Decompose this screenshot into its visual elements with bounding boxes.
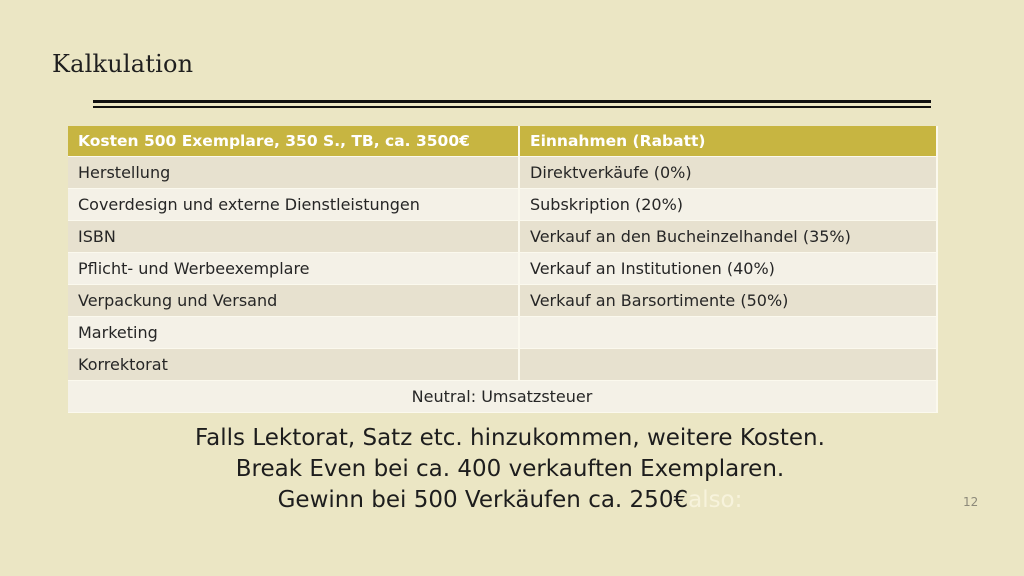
table-row bbox=[68, 253, 937, 285]
faint-text: also: bbox=[688, 487, 743, 513]
page-number: 12 bbox=[963, 495, 979, 509]
cost-cell: Korrektorat bbox=[68, 349, 519, 381]
income-cell: Verkauf an den Bucheinzelhandel (35%) bbox=[519, 221, 937, 253]
title-underline-top bbox=[93, 100, 931, 103]
slide-title: Kalkulation bbox=[52, 50, 194, 78]
income-cell: Subskription (20%) bbox=[519, 189, 937, 221]
income-cell: Verkauf an Barsortimente (50%) bbox=[519, 285, 937, 317]
table-row bbox=[68, 157, 937, 189]
table-row bbox=[68, 349, 937, 381]
cost-cell: Herstellung bbox=[68, 157, 519, 189]
table-footer-row bbox=[68, 381, 937, 413]
title-underline-bottom bbox=[93, 106, 931, 108]
cost-cell: Verpackung und Versand bbox=[68, 285, 519, 317]
neutral-tax-note: Neutral: Umsatzsteuer bbox=[68, 381, 937, 413]
header-costs: Kosten 500 Exemplare, 350 S., TB, ca. 3500€ bbox=[68, 126, 519, 157]
note-line-1: Falls Lektorat, Satz etc. hinzukommen, weitere Kosten. bbox=[195, 425, 825, 451]
table-row bbox=[68, 285, 937, 317]
note-line-3 bbox=[100, 485, 920, 516]
summary-notes bbox=[100, 423, 920, 516]
table-header-row bbox=[68, 126, 937, 157]
table-row bbox=[68, 317, 937, 349]
header-income: Einnahmen (Rabatt) bbox=[519, 126, 937, 157]
income-cell bbox=[519, 349, 937, 381]
table-row bbox=[68, 221, 937, 253]
income-cell: Direktverkäufe (0%) bbox=[519, 157, 937, 189]
cost-cell: Pflicht- und Werbeexemplare bbox=[68, 253, 519, 285]
profit-text: Gewinn bei 500 Verkäufen ca. 250€ bbox=[277, 487, 689, 513]
income-cell: Verkauf an Institutionen (40%) bbox=[519, 253, 937, 285]
income-cell bbox=[519, 317, 937, 349]
note-line-2: Break Even bei ca. 400 verkauften Exemplaren. bbox=[235, 456, 785, 482]
cost-cell: ISBN bbox=[68, 221, 519, 253]
cost-cell: Coverdesign und externe Dienstleistungen bbox=[68, 189, 519, 221]
calculation-table bbox=[68, 126, 938, 413]
table-row bbox=[68, 189, 937, 221]
cost-cell: Marketing bbox=[68, 317, 519, 349]
